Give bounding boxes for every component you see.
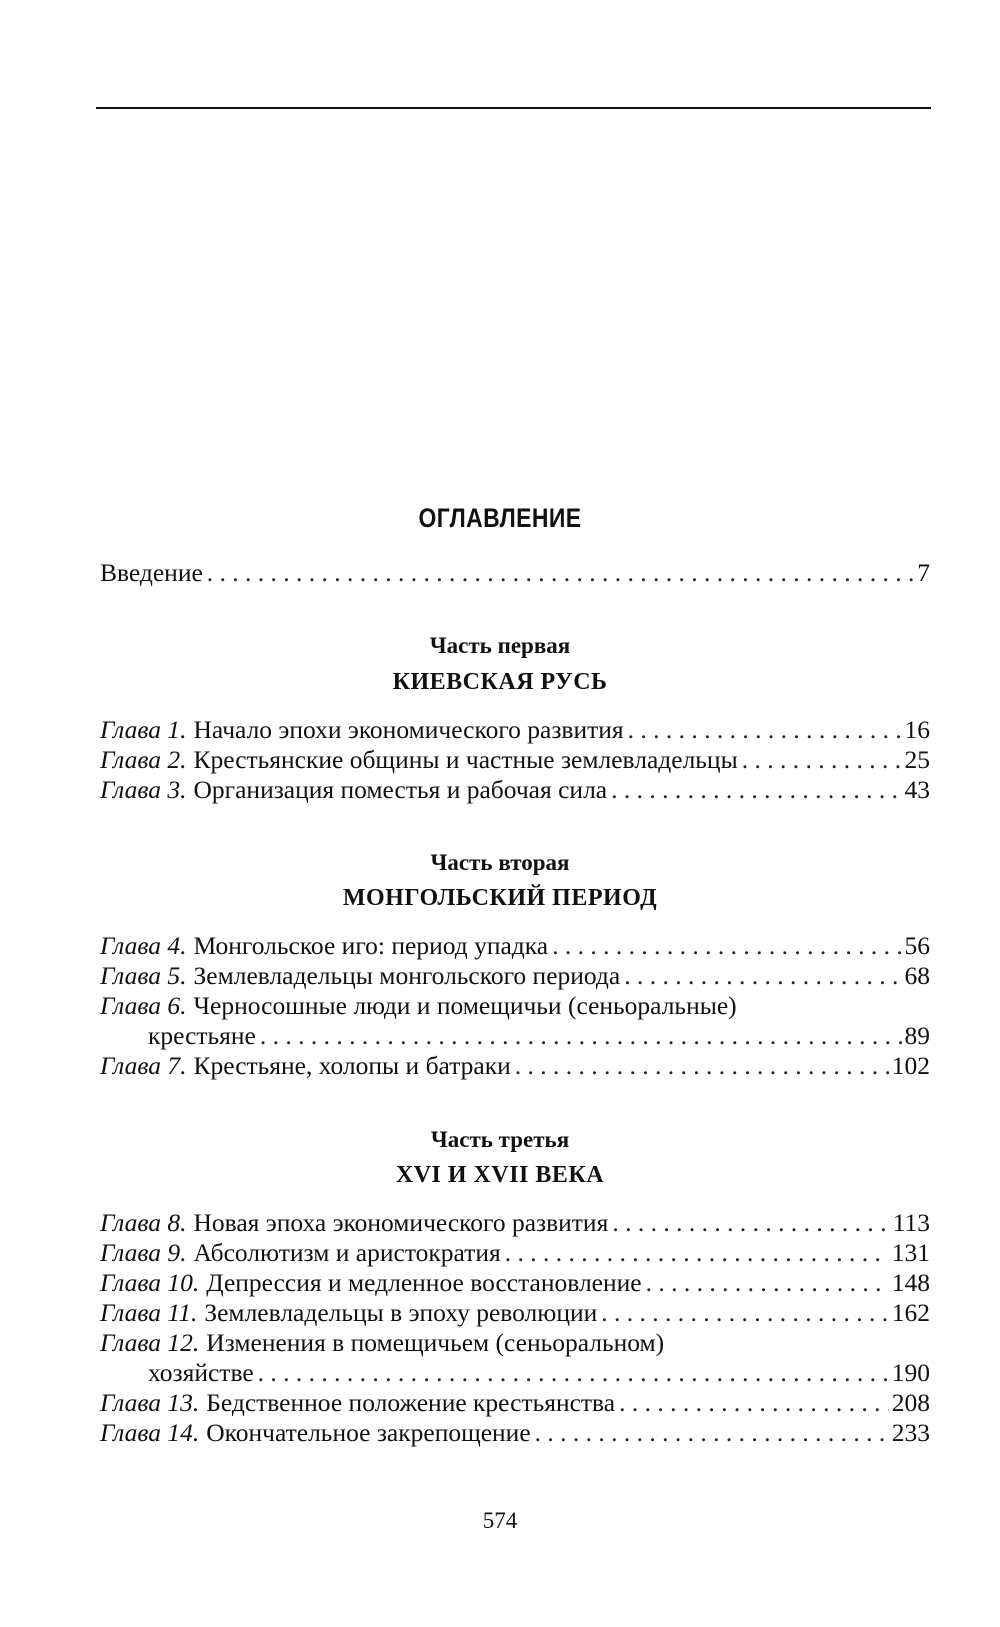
dot-leader (646, 1268, 889, 1298)
chapter-title: Изменения в помещичьем (сеньоральном) (206, 1328, 665, 1357)
toc-entry-chapter-4[interactable] (100, 931, 930, 961)
chapter-number: Глава 2. (100, 745, 187, 774)
dot-leader (742, 745, 902, 775)
chapter-page: 25 (904, 745, 930, 774)
toc-entry-chapter-13[interactable] (100, 1388, 930, 1418)
chapter-page: 208 (891, 1388, 930, 1417)
chapter-title-continuation: хозяйстве (148, 1358, 254, 1387)
toc-entry-chapter-9[interactable] (100, 1238, 930, 1268)
chapter-number: Глава 8. (100, 1208, 187, 1237)
chapter-page: 233 (891, 1418, 930, 1447)
chapter-number: Глава 10. (100, 1268, 200, 1297)
part-3-name: XVI И XVII ВЕКА (395, 1162, 605, 1188)
chapter-page: 43 (904, 775, 930, 804)
chapter-title: Бедственное положение крестьянства (206, 1388, 616, 1417)
part-3-label: Часть третья (430, 1127, 570, 1152)
toc-entry-intro[interactable] (100, 558, 930, 588)
toc-entry-chapter-10[interactable] (100, 1268, 930, 1298)
toc-entry-chapter-5[interactable] (100, 961, 930, 991)
toc-entry-chapter-12-continuation[interactable] (148, 1358, 930, 1388)
chapter-title: Монгольское иго: период упадка (193, 931, 549, 960)
dot-leader (619, 1388, 889, 1418)
chapter-title: Депрессия и медленное восстановление (206, 1268, 642, 1297)
part-1-name: КИЕВСКАЯ РУСЬ (392, 669, 608, 695)
chapter-title: Организация поместья и рабочая сила (193, 775, 608, 804)
chapter-number: Глава 14. (100, 1418, 200, 1447)
part-2-label: Часть вторая (430, 850, 570, 875)
dot-leader (552, 931, 901, 961)
dot-leader (515, 1051, 889, 1081)
chapter-title-continuation: крестьяне (148, 1021, 256, 1050)
chapter-title: Начало эпохи экономического развития (193, 715, 624, 744)
toc-entry-chapter-1[interactable] (100, 715, 930, 745)
chapter-title: Новая эпоха экономического развития (193, 1208, 609, 1237)
chapter-page: 68 (904, 961, 930, 990)
toc-entry-chapter-6-continuation[interactable] (148, 1021, 930, 1051)
toc-entry-chapter-2[interactable] (100, 745, 930, 775)
part-2-name: МОНГОЛЬСКИЙ ПЕРИОД (342, 885, 658, 911)
chapter-number: Глава 1. (100, 715, 187, 744)
chapter-title: Крестьяне, холопы и батраки (193, 1051, 511, 1080)
toc-entry-chapter-11[interactable] (100, 1298, 930, 1328)
dot-leader (611, 775, 901, 805)
chapter-number: Глава 7. (100, 1051, 187, 1080)
chapter-title: Крестьянские общины и частные землевладельцы (193, 745, 738, 774)
chapter-title: Землевладельцы монгольского периода (193, 961, 621, 990)
toc-entry-chapter-14[interactable] (100, 1418, 930, 1448)
chapter-number: Глава 4. (100, 931, 187, 960)
chapter-title: Землевладельцы в эпоху революции (204, 1298, 598, 1327)
chapter-number: Глава 6. (100, 991, 187, 1020)
chapter-number: Глава 13. (100, 1388, 200, 1417)
chapter-title: Окончательное закрепощение (206, 1418, 531, 1447)
chapter-number: Глава 9. (100, 1238, 187, 1267)
toc-entry-chapter-8[interactable] (100, 1208, 930, 1238)
part-1-label: Часть первая (429, 633, 571, 658)
chapter-page: 56 (904, 931, 930, 960)
dot-leader (601, 1298, 888, 1328)
toc-entry-chapter-3[interactable] (100, 775, 930, 805)
dot-leader (535, 1418, 889, 1448)
chapter-page: 148 (891, 1268, 930, 1297)
chapter-title: Абсолютизм и аристократия (193, 1238, 501, 1267)
chapter-number: Глава 5. (100, 961, 187, 990)
dot-leader (628, 715, 902, 745)
page-number: 574 (482, 1508, 518, 1533)
dot-leader (260, 1021, 902, 1051)
chapter-number: Глава 12. (100, 1328, 200, 1357)
chapter-page: 89 (904, 1021, 930, 1050)
dot-leader (258, 1358, 889, 1388)
chapter-page: 16 (904, 715, 930, 744)
toc-title: ОГЛАВЛЕНИЕ (418, 503, 582, 533)
dot-leader (505, 1238, 889, 1268)
chapter-page: 113 (892, 1208, 930, 1237)
chapter-page: 190 (891, 1358, 930, 1387)
intro-page: 7 (917, 558, 930, 587)
dot-leader (207, 558, 914, 588)
dot-leader (624, 961, 901, 991)
toc-entry-chapter-6[interactable] (100, 991, 737, 1021)
chapter-number: Глава 11. (100, 1298, 198, 1327)
chapter-page: 162 (891, 1298, 930, 1327)
toc-entry-chapter-7[interactable] (100, 1051, 930, 1081)
dot-leader (612, 1208, 889, 1238)
chapter-page: 102 (891, 1051, 930, 1080)
chapter-number: Глава 3. (100, 775, 187, 804)
top-rule (96, 107, 931, 109)
intro-label: Введение (100, 558, 203, 587)
chapter-page: 131 (891, 1238, 930, 1267)
chapter-title: Черносошные люди и помещичьи (сеньоральные) (193, 991, 737, 1020)
toc-entry-chapter-12[interactable] (100, 1328, 664, 1358)
